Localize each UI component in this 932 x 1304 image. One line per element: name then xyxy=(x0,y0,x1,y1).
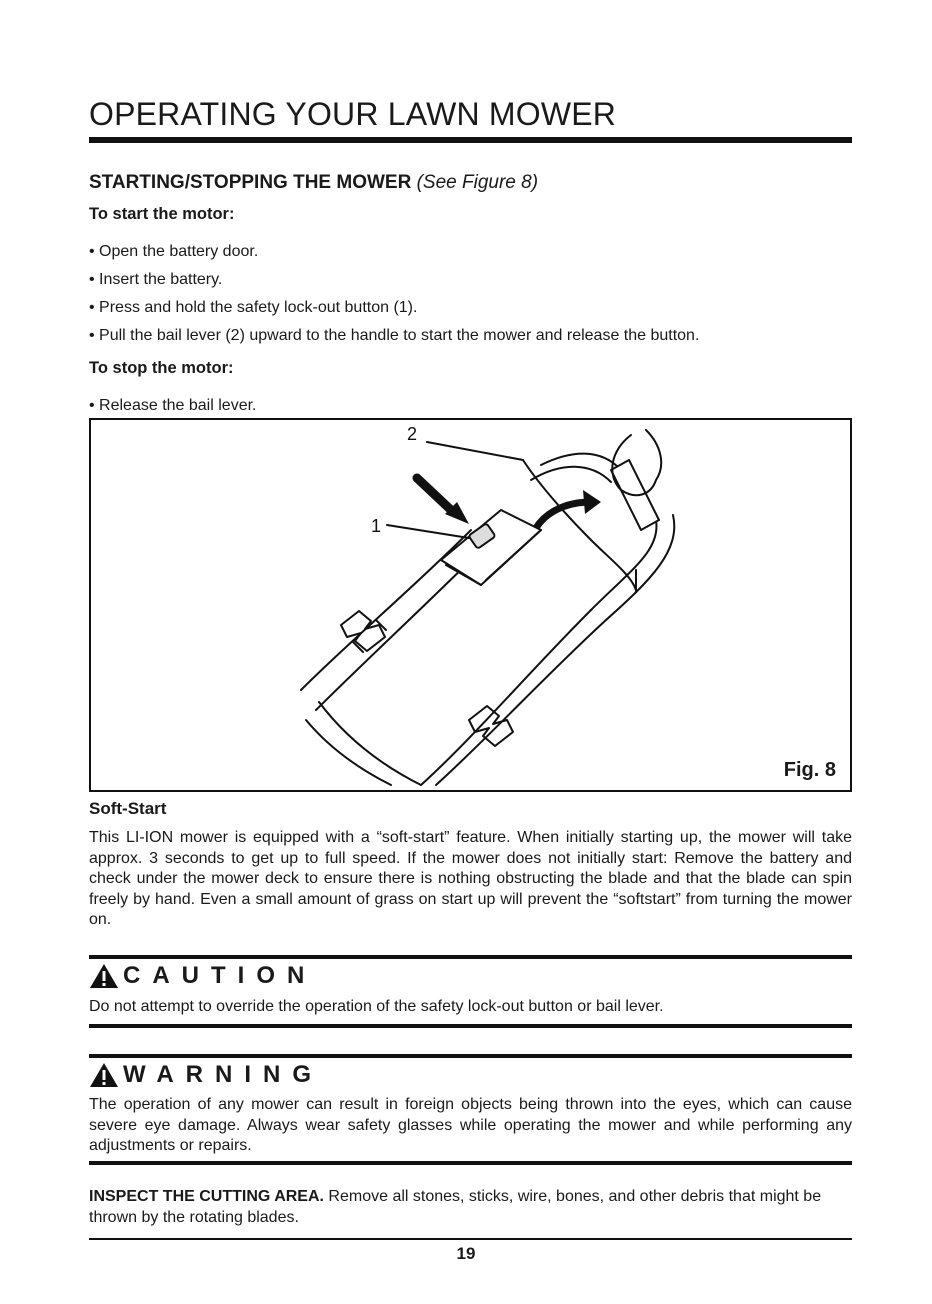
stop-motor-heading: To stop the motor: xyxy=(89,359,234,377)
mower-handle-illustration xyxy=(91,420,850,790)
caution-title xyxy=(89,962,316,990)
caution-top-rule xyxy=(89,955,852,959)
caution-label: CAUTION xyxy=(123,962,317,989)
warning-triangle-icon xyxy=(89,1062,119,1088)
inspect-paragraph xyxy=(89,1187,852,1228)
caution-warning-icon xyxy=(89,963,119,989)
inspect-lead: INSPECT THE CUTTING AREA. xyxy=(89,1188,324,1205)
callout-2: 2 xyxy=(407,424,418,444)
inspect-body: Remove all stones, sticks, wire, bones, and other debris that might be thrown by the rotating blades. xyxy=(89,1188,822,1226)
stop-step-1: • Release the bail lever. xyxy=(89,397,257,414)
warning-top-rule xyxy=(89,1054,852,1058)
figure-8 xyxy=(89,418,852,792)
footer-rule xyxy=(89,1238,852,1240)
figure-label: Fig. 8 xyxy=(783,759,836,781)
start-step-2: • Insert the battery. xyxy=(89,271,223,288)
soft-start-heading: Soft-Start xyxy=(89,799,167,818)
title-divider xyxy=(89,137,852,143)
caution-body: Do not attempt to override the operation of the safety lock-out button or bail lever. xyxy=(89,998,664,1015)
start-motor-heading: To start the motor: xyxy=(89,205,235,223)
start-step-3: • Press and hold the safety lock-out button (1). xyxy=(89,299,418,316)
warning-bottom-rule xyxy=(89,1161,852,1165)
page-number: 19 xyxy=(456,1244,476,1263)
caution-bottom-rule xyxy=(89,1024,852,1028)
section-heading-text: STARTING/STOPPING THE MOWER xyxy=(89,172,412,193)
page-title: OPERATING YOUR LAWN MOWER xyxy=(89,96,617,132)
callout-1: 1 xyxy=(371,516,382,536)
figure-reference: (See Figure 8) xyxy=(416,172,539,193)
warning-body: The operation of any mower can result in foreign objects being thrown into the eyes, which can cause severe eye damage. Always wear safety glasses while operating the mower and while performing any adjustments or repairs. xyxy=(89,1096,852,1154)
warning-title xyxy=(89,1061,323,1089)
start-step-1: • Open the battery door. xyxy=(89,243,259,260)
start-step-4: • Pull the bail lever (2) upward to the handle to start the mower and release the button. xyxy=(89,327,700,344)
soft-start-paragraph: This LI-ION mower is equipped with a “soft-start” feature. When initially starting up, the mower will take approx. 3 seconds to get up to full speed. If the mower does not initially start: Remove the battery and check under the mower deck to ensure there is nothing obstructing the blade and that the blade can spin freely by hand. Even a small amount of grass on start up will prevent the “softstart” from turning the mower on. xyxy=(89,829,852,928)
section-heading-starting xyxy=(89,172,538,194)
warning-label: WARNING xyxy=(123,1061,323,1088)
